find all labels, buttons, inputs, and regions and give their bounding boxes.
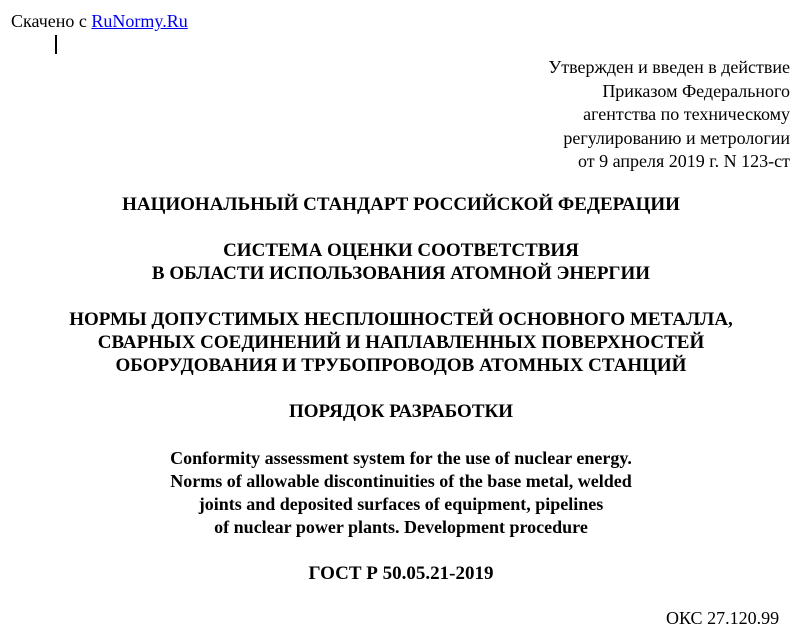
approval-line: Утвержден и введен в действие bbox=[548, 57, 790, 77]
approval-line: агентства по техническому bbox=[583, 104, 790, 125]
procedure-title-block bbox=[0, 400, 802, 423]
source-line bbox=[11, 10, 188, 32]
approval-line: регулированию и метрологии bbox=[563, 127, 790, 148]
approval-line: от 9 апреля 2019 г. N 123-ст bbox=[578, 151, 790, 172]
norms-title bbox=[0, 308, 802, 377]
standard-type-heading bbox=[0, 193, 802, 216]
english-title-line: of nuclear power plants. Development procedure bbox=[214, 517, 588, 537]
english-title bbox=[0, 447, 802, 539]
procedure-title: ПОРЯДОК РАЗРАБОТКИ bbox=[288, 401, 514, 422]
approval-line: Приказом Федерального bbox=[602, 80, 790, 101]
approval-block bbox=[548, 56, 790, 174]
oks-code: ОКС 27.120.99 bbox=[666, 608, 780, 628]
system-title-line: В ОБЛАСТИ ИСПОЛЬЗОВАНИЯ АТОМНОЙ ЭНЕРГИИ bbox=[151, 263, 651, 284]
norms-title-line: НОРМЫ ДОПУСТИМЫХ НЕСПЛОШНОСТЕЙ ОСНОВНОГО МЕТАЛЛА, bbox=[69, 309, 733, 330]
norms-title-line: ОБОРУДОВАНИЯ И ТРУБОПРОВОДОВ АТОМНЫХ СТАНЦИЙ bbox=[115, 355, 687, 376]
system-title-line: СИСТЕМА ОЦЕНКИ СООТВЕТСТВИЯ bbox=[223, 240, 579, 261]
english-title-line: joints and deposited surfaces of equipment, pipelines bbox=[198, 494, 604, 514]
norms-title-line: СВАРНЫХ СОЕДИНЕНИЙ И НАПЛАВЛЕННЫХ ПОВЕРХНОСТЕЙ bbox=[97, 332, 705, 353]
standard-type: НАЦИОНАЛЬНЫЙ СТАНДАРТ РОССИЙСКОЙ ФЕДЕРАЦИИ bbox=[122, 194, 680, 215]
english-title-line: Conformity assessment system for the use of nuclear energy. bbox=[170, 448, 632, 468]
gost-number-block bbox=[0, 562, 802, 585]
system-title bbox=[0, 239, 802, 285]
source-link[interactable]: RuNormy.Ru bbox=[91, 11, 188, 31]
text-cursor bbox=[55, 35, 57, 54]
source-prefix: Скачено с bbox=[11, 11, 92, 31]
english-title-line: Norms of allowable discontinuities of the base metal, welded bbox=[170, 471, 632, 491]
gost-number: ГОСТ Р 50.05.21-2019 bbox=[308, 563, 494, 584]
